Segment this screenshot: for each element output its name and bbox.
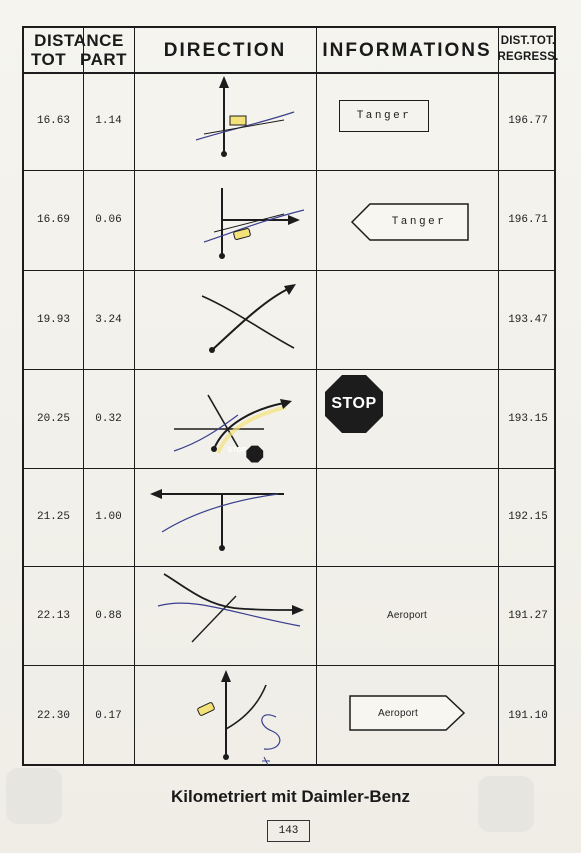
row-1-tot: 16.63	[36, 115, 70, 127]
header-distance-label: DISTANCE	[34, 31, 124, 50]
row-4-info-label: STOP	[331, 395, 377, 412]
row-6-regress: 191.27	[508, 609, 548, 622]
header-dist-tot: DIST.TOT.	[500, 35, 556, 48]
row-4-regress: 193.15	[508, 412, 548, 425]
row-6-tot: 22.13	[36, 609, 70, 622]
row-2-regress: 196.71	[508, 214, 548, 226]
row-1-regress: 196.77	[508, 115, 548, 127]
header-dist-tot-regress	[498, 28, 558, 72]
row-1-info-label: Tanger	[356, 110, 412, 122]
row-3-tot: 19.93	[36, 313, 70, 326]
row-3-direction-diagram	[134, 270, 316, 369]
header-direction: DIRECTION	[163, 39, 287, 61]
row-6-part: 0.88	[95, 609, 122, 622]
row-6-info-label: Aeroport	[387, 610, 427, 621]
row-4-part: 0.32	[95, 412, 122, 425]
row-5-direction-diagram	[134, 468, 316, 566]
row-2-part: 0.06	[95, 214, 122, 226]
footer-title: Kilometriert mit Daimler-Benz	[171, 787, 410, 806]
roadbook-table	[22, 26, 559, 766]
row-2-direction-diagram	[134, 170, 316, 270]
row-5-regress: 192.15	[508, 511, 548, 523]
row-7-tot: 22.30	[36, 709, 70, 722]
page-number: 143	[267, 820, 310, 842]
row-3-part: 3.24	[95, 313, 122, 326]
row-5-tot: 21.25	[36, 511, 70, 523]
row-1-direction-diagram	[134, 72, 316, 170]
row-1-part: 1.14	[95, 115, 122, 127]
row-4-stop-sign-small-label: STOP	[227, 446, 247, 454]
header-regress: REGRESS.	[497, 51, 559, 63]
row-1-info-sign	[339, 100, 429, 132]
row-7-direction-diagram	[134, 665, 316, 766]
row-3-regress: 193.47	[508, 313, 548, 326]
row-7-part: 0.17	[95, 709, 122, 722]
row-2-info-label: Tanger	[391, 216, 447, 228]
header-part: PART	[80, 50, 128, 69]
header-informations: INFORMATIONS	[322, 39, 492, 61]
row-2-tot: 16.69	[36, 214, 70, 226]
row-7-info-label: Aeroport	[378, 707, 418, 719]
row-7-regress: 191.10	[508, 709, 548, 722]
header-distance	[24, 28, 134, 72]
header-tot: TOT	[30, 50, 67, 69]
row-5-part: 1.00	[95, 511, 122, 523]
row-4-tot: 20.25	[36, 412, 70, 425]
row-6-direction-diagram	[134, 566, 316, 665]
